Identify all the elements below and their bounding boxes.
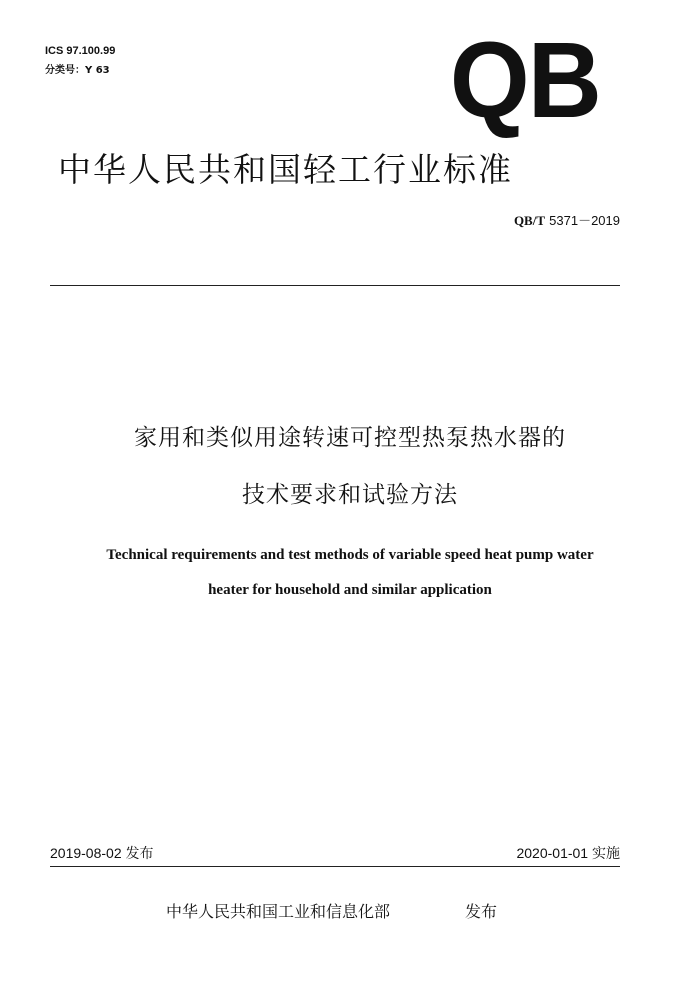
- ics-code: ICS 97.100.99: [45, 45, 116, 57]
- document-title-cn-line2: 技术要求和试验方法: [242, 482, 458, 508]
- publish-label: 发布: [465, 902, 498, 921]
- publisher-name: 中华人民共和国工业和信息化部: [166, 902, 391, 921]
- document-title-en-line2: heater for household and similar application: [208, 582, 492, 598]
- bottom-divider: [50, 866, 620, 867]
- qb-logo: QB: [449, 19, 600, 140]
- standard-number-value: 5371－2019: [549, 213, 620, 228]
- classification-code: 分类号：Y 63: [45, 65, 110, 76]
- standard-title: 中华人民共和国轻工行业标准: [58, 150, 513, 189]
- standard-number: [514, 212, 620, 231]
- document-title-cn-line1: 家用和类似用途转速可控型热泵热水器的: [134, 425, 566, 451]
- implementation-date: 2020-01-01 实施: [516, 845, 620, 861]
- top-divider: [50, 285, 620, 286]
- document-title-en-line1: Technical requirements and test methods of variable speed heat pump water: [106, 547, 594, 563]
- standard-number-prefix: QB/T: [513, 213, 546, 228]
- issue-date: 2019-08-02 发布: [50, 845, 154, 861]
